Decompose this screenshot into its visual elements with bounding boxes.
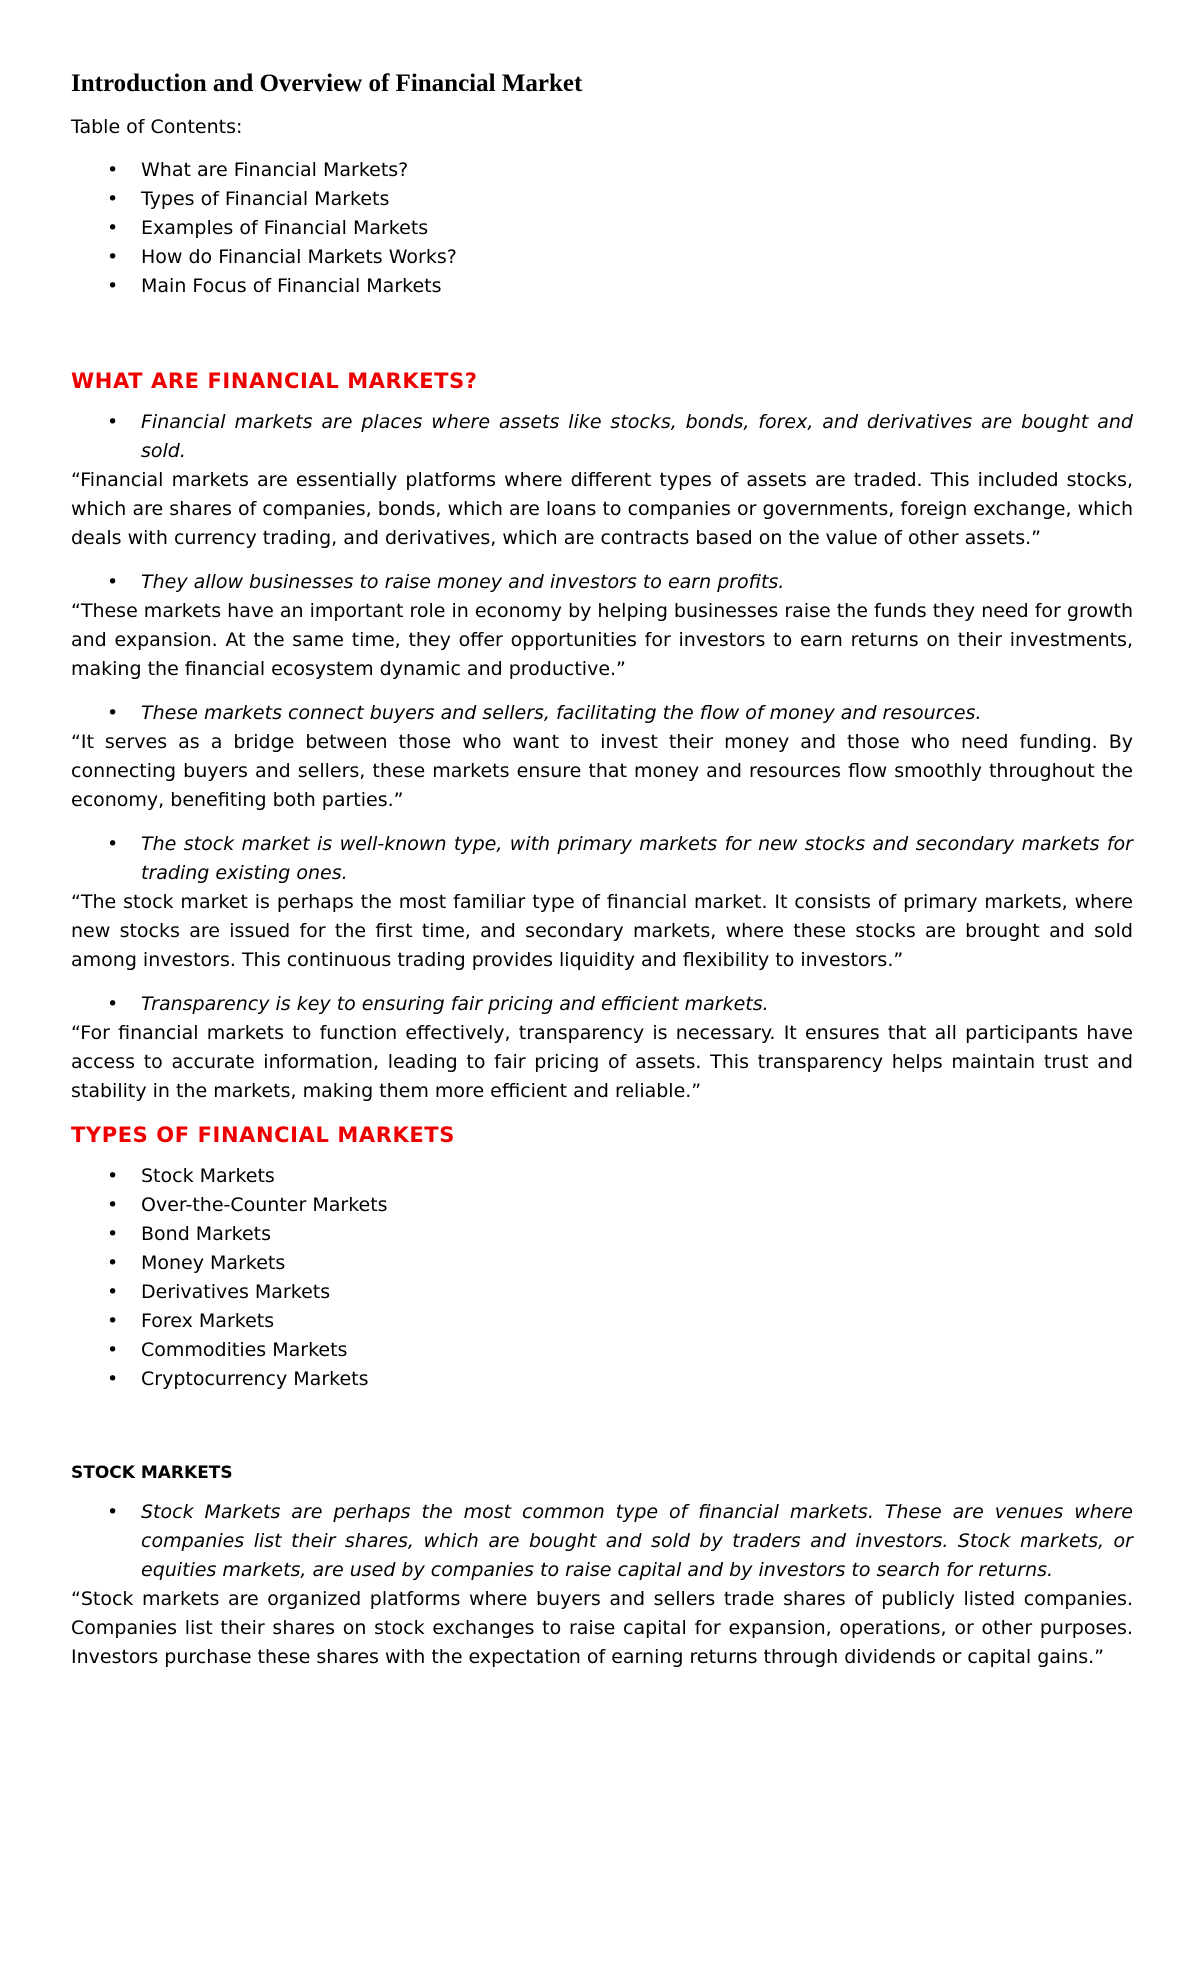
toc-item: • What are Financial Markets? <box>71 156 1133 185</box>
toc-item: • Examples of Financial Markets <box>71 214 1133 243</box>
toc-label: Table of Contents: <box>71 116 243 138</box>
quote-paragraph: “These markets have an important role in economy by helping businesses raise the funds they need for growth and expansion. At the same time, they offer opportunities for investors to earn returns on their investments, making the financial ecosystem dynamic and productive.” <box>71 600 1133 680</box>
quote-paragraph: “Financial markets are essentially platforms where different types of assets are traded. This included stocks, which are shares of companies, bonds, which are loans to companies or governments, foreign exchange, which deals with currency trading, and derivatives, which are contracts based on the value of other assets.” <box>71 469 1133 549</box>
section-heading-types: TYPES OF FINANCIAL MARKETS <box>71 1123 455 1147</box>
quote-paragraph: “Stock markets are organized platforms where buyers and sellers trade shares of publicly listed companies. Companies list their shares on stock exchanges to raise capital for expansion, operations, or other purposes. Investors purchase these shares with the expectation of earning returns through dividends or capital gains.” <box>71 1588 1133 1668</box>
type-item: • Bond Markets <box>71 1220 1133 1249</box>
type-item: • Cryptocurrency Markets <box>71 1365 1133 1394</box>
document-title: Introduction and Overview of Financial Market <box>71 70 583 97</box>
type-item: • Stock Markets <box>71 1162 1133 1191</box>
claim-list <box>71 830 1133 888</box>
claim-item: • The stock market is well-known type, with primary markets for new stocks and secondary markets for trading existing ones. <box>71 830 1133 888</box>
claim-item: • They allow businesses to raise money and investors to earn profits. <box>71 568 1133 597</box>
table-of-contents <box>71 156 1133 301</box>
subsection-heading-stock-markets: STOCK MARKETS <box>71 1463 233 1483</box>
quote-paragraph: “It serves as a bridge between those who want to invest their money and those who need funding. By connecting buyers and sellers, these markets ensure that money and resources flow smoothly throughout the economy, benefiting both parties.” <box>71 731 1133 811</box>
toc-item: • Types of Financial Markets <box>71 185 1133 214</box>
type-item: • Commodities Markets <box>71 1336 1133 1365</box>
quote-paragraph: “The stock market is perhaps the most familiar type of financial market. It consists of primary markets, where new stocks are issued for the first time, and secondary markets, where these stocks are brought and sold among investors. This continuous trading provides liquidity and flexibility to investors.” <box>71 891 1133 971</box>
claim-item: • Transparency is key to ensuring fair pricing and efficient markets. <box>71 990 1133 1019</box>
toc-item: • How do Financial Markets Works? <box>71 243 1133 272</box>
document-page <box>71 68 1133 1687</box>
claim-list <box>71 568 1133 597</box>
type-item: • Over-the-Counter Markets <box>71 1191 1133 1220</box>
claim-item: • Financial markets are places where assets like stocks, bonds, forex, and derivatives are bought and sold. <box>71 408 1133 466</box>
claim-list <box>71 990 1133 1019</box>
claim-item: • These markets connect buyers and sellers, facilitating the flow of money and resources. <box>71 699 1133 728</box>
claim-list <box>71 1498 1133 1585</box>
claim-list <box>71 699 1133 728</box>
claim-list <box>71 408 1133 466</box>
types-list <box>71 1162 1133 1394</box>
type-item: • Derivatives Markets <box>71 1278 1133 1307</box>
toc-item: • Main Focus of Financial Markets <box>71 272 1133 301</box>
type-item: • Forex Markets <box>71 1307 1133 1336</box>
section-heading-what-are: WHAT ARE FINANCIAL MARKETS? <box>71 369 478 393</box>
claim-item: • Stock Markets are perhaps the most common type of financial markets. These are venues where companies list their shares, which are bought and sold by traders and investors. Stock markets, or equities markets, are used by companies to raise capital and by investors to search for returns. <box>71 1498 1133 1585</box>
quote-paragraph: “For financial markets to function effectively, transparency is necessary. It ensures that all participants have access to accurate information, leading to fair pricing of assets. This transparency helps maintain trust and stability in the markets, making them more efficient and reliable.” <box>71 1022 1133 1102</box>
type-item: • Money Markets <box>71 1249 1133 1278</box>
